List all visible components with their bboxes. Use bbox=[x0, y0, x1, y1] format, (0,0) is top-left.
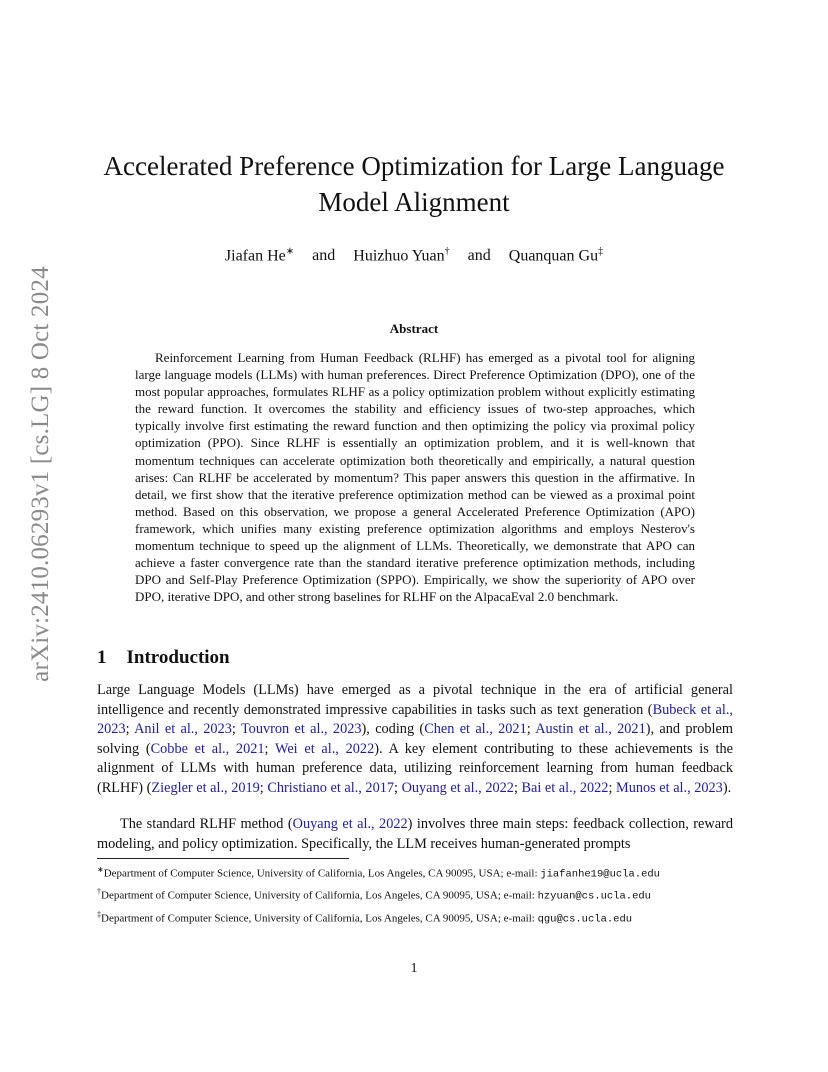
citation-link[interactable]: Christiano et al., 2017 bbox=[267, 779, 395, 796]
section-heading bbox=[97, 647, 230, 669]
section-title: Introduction bbox=[126, 647, 230, 668]
footnote-mark: † bbox=[97, 887, 101, 897]
footnote-email: hzyuan@cs.ucla.edu bbox=[537, 890, 651, 903]
paper-title-line-1: Accelerated Preference Optimization for Large Language bbox=[103, 151, 725, 181]
paragraph-text: ) involves three main steps: feedback collection, reward modeling, and policy optimization. Specifically, the LLM receives human-generated prompts bbox=[97, 816, 733, 852]
citation-link[interactable]: Wei et al., 2022 bbox=[274, 740, 375, 757]
author-affiliation-mark: ∗ bbox=[285, 246, 295, 257]
citation-link[interactable]: Ouyang et al., 2022 bbox=[292, 816, 408, 832]
paragraph-text: The standard RLHF method ( bbox=[120, 816, 293, 832]
citation-link[interactable]: Touvron et al., 2023 bbox=[240, 721, 362, 737]
paper-title-line-2: Model Alignment bbox=[318, 187, 510, 217]
author-separator: and bbox=[467, 247, 491, 265]
footnote-mark: ∗ bbox=[97, 865, 104, 874]
footnote bbox=[97, 884, 733, 905]
footnote-email: jiafanhe19@ucla.edu bbox=[540, 868, 660, 881]
page-number: 1 bbox=[410, 961, 418, 976]
paragraph-text: Large Language Models (LLMs) have emerged as a pivotal technique in the era of artificial general intelligence and recently demonstrated impressive capabilities in tasks such as text generation ( bbox=[97, 682, 733, 718]
author-name: Jiafan He bbox=[224, 247, 286, 265]
paragraph-text: ; bbox=[526, 721, 536, 737]
citation-link[interactable]: Bai et al., 2022 bbox=[521, 779, 609, 796]
paragraph-text: ; bbox=[231, 721, 241, 737]
footnote-affiliation: Department of Computer Science, University of California, Los Angeles, CA 90095, USA; e-mail: bbox=[101, 912, 538, 925]
paragraph-text: ; bbox=[513, 779, 522, 796]
citation-link[interactable]: Bubeck et al., 2023 bbox=[97, 701, 733, 737]
paragraph-text: ). A key element contributing to these achievements is the alignment of LLMs with human preference data, utilizing reinforcement learning from human feedback (RLHF) ( bbox=[97, 740, 733, 796]
footnote-affiliation: Department of Computer Science, University of California, Los Angeles, CA 90095, USA; e-mail: bbox=[103, 867, 541, 880]
paragraph-text: ; bbox=[125, 721, 135, 737]
citation-link[interactable]: Ziegler et al., 2019 bbox=[151, 779, 260, 796]
footnote bbox=[97, 907, 733, 928]
author-name: Quanquan Gu bbox=[508, 247, 599, 265]
paragraph-text: ; bbox=[264, 740, 275, 757]
author-list bbox=[90, 242, 738, 266]
paragraph-text: ). bbox=[722, 779, 732, 796]
author-name: Huizhuo Yuan bbox=[353, 247, 445, 265]
intro-paragraph-2 bbox=[97, 815, 733, 854]
paragraph-text: ; bbox=[259, 779, 268, 796]
author-affiliation-mark: ‡ bbox=[598, 246, 604, 257]
paper-title bbox=[90, 148, 738, 220]
section-number: 1 bbox=[97, 647, 107, 668]
abstract-heading: Abstract bbox=[389, 321, 439, 336]
citation-link[interactable]: Munos et al., 2023 bbox=[616, 779, 723, 796]
author-separator: and bbox=[312, 247, 336, 265]
footnote-email: qgu@cs.ucla.edu bbox=[537, 913, 633, 926]
author-affiliation-mark: † bbox=[444, 246, 450, 257]
footnote bbox=[97, 862, 733, 883]
arxiv-identifier-text: arXiv:2410.06293v1 [cs.LG] 8 Oct 2024 bbox=[27, 265, 55, 682]
footnote-mark: ‡ bbox=[97, 909, 101, 919]
footnote-affiliation: Department of Computer Science, University of California, Los Angeles, CA 90095, USA; e-mail: bbox=[101, 889, 538, 902]
citation-link[interactable]: Cobbe et al., 2021 bbox=[150, 740, 265, 757]
paragraph-text: ), coding ( bbox=[361, 721, 425, 737]
citation-link[interactable]: Chen et al., 2021 bbox=[424, 721, 527, 737]
abstract-text: Reinforcement Learning from Human Feedback (RLHF) has emerged as a pivotal tool for aligning large language models (LLMs) with human preferences. Direct Preference Optimization (DPO), one of the most popular approaches, formulates RLHF as a policy optimization problem without explicitly estimating the reward function. It overcomes the stability and efficiency issues of two-step approaches, which typically involve first estimating the reward function and then optimizing the policy via proximal policy optimization (PPO). Since RLHF is essentially an optimization problem, and it is well-known that momentum techniques can accelerate optimization both theoretically and empirically, a natural question arises: Can RLHF be accelerated by momentum? This paper answers this question in the affirmative. In detail, we first show that the iterative preference optimization method can be viewed as a proximal point method. Based on this observation, we propose a general Accelerated Preference Optimization (APO) framework, which unifies many existing preference optimization algorithms and employs Nesterov's momentum technique to speed up the alignment of LLMs. Theoretically, we demonstrate that APO can achieve a faster convergence rate than the standard iterative preference optimization methods, including DPO and Self-Play Preference Optimization (SPPO). Empirically, we show the superiority of APO over DPO, iterative DPO, and other strong baselines for RLHF on the AlpacaEval 2.0 benchmark. bbox=[135, 350, 695, 605]
paragraph-text: ; bbox=[394, 779, 402, 796]
citation-link[interactable]: Ouyang et al., 2022 bbox=[401, 779, 514, 796]
intro-paragraph-1 bbox=[97, 681, 733, 798]
arxiv-identifier-stamp bbox=[20, 265, 62, 682]
footnotes bbox=[97, 862, 733, 929]
citation-link[interactable]: Anil et al., 2023 bbox=[134, 721, 232, 737]
citation-link[interactable]: Austin et al., 2021 bbox=[535, 721, 646, 737]
paragraph-text: ; bbox=[608, 779, 616, 796]
paragraph-text: ), and problem solving ( bbox=[97, 721, 733, 757]
footnote-rule bbox=[97, 858, 349, 859]
